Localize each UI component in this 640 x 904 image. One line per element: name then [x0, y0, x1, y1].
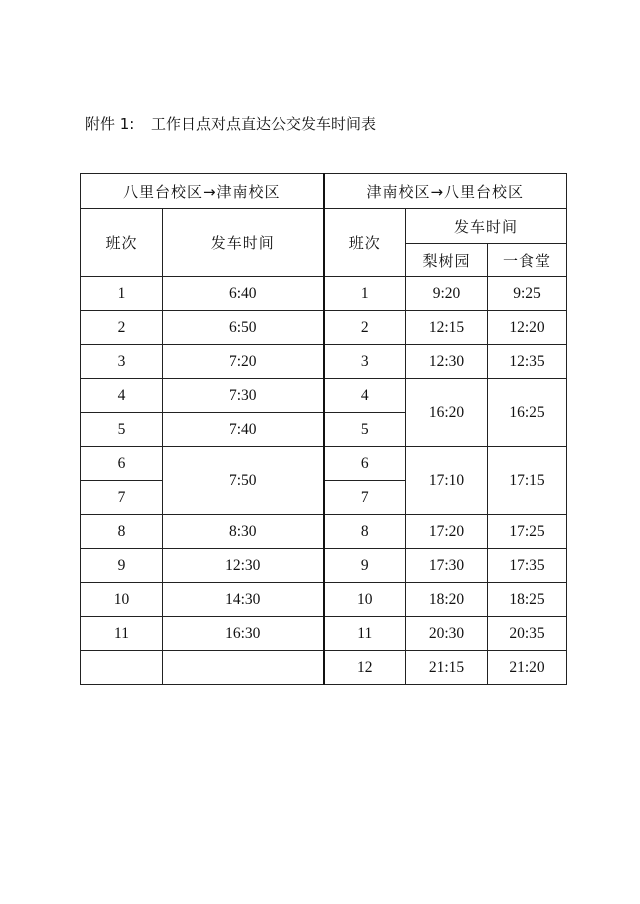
attachment-label: 附件 1: [85, 115, 135, 133]
lishuyuan-time: 12:30 [406, 345, 488, 379]
left-trip-number: 10 [81, 583, 163, 617]
left-departure-time: 7:40 [163, 413, 324, 447]
left-empty-cell [81, 651, 163, 685]
left-departure-time: 7:30 [163, 379, 324, 413]
left-departure-time: 12:30 [163, 549, 324, 583]
timetable-title: 工作日点对点直达公交发车时间表 [151, 115, 377, 133]
right-trip-number: 12 [324, 651, 406, 685]
right-trip-number: 10 [324, 583, 406, 617]
left-departure-time: 14:30 [163, 583, 324, 617]
yishitang-time: 9:25 [488, 277, 567, 311]
yishitang-time: 12:20 [488, 311, 567, 345]
right-trip-number: 11 [324, 617, 406, 651]
right-trip-number: 6 [324, 447, 406, 481]
yishitang-time: 21:20 [488, 651, 567, 685]
lishuyuan-time: 17:20 [406, 515, 488, 549]
lishuyuan-time: 17:30 [406, 549, 488, 583]
table-row [81, 515, 567, 549]
left-departure-time: 7:20 [163, 345, 324, 379]
stop-header-lishuyuan: 梨树园 [406, 244, 488, 277]
left-time-header: 发车时间 [163, 209, 324, 277]
yishitang-time: 20:35 [488, 617, 567, 651]
right-time-header: 发车时间 [406, 209, 567, 244]
left-trip-number: 6 [81, 447, 163, 481]
left-trip-number: 1 [81, 277, 163, 311]
table-row [81, 583, 567, 617]
lishuyuan-time: 20:30 [406, 617, 488, 651]
yishitang-time: 17:15 [488, 447, 567, 515]
lishuyuan-time: 9:20 [406, 277, 488, 311]
right-route-header: 津南校区→八里台校区 [324, 174, 567, 209]
left-departure-time: 7:50 [163, 447, 324, 515]
left-trip-number: 8 [81, 515, 163, 549]
table-row [81, 617, 567, 651]
left-route-header: 八里台校区→津南校区 [81, 174, 324, 209]
table-row [81, 345, 567, 379]
bus-timetable [80, 173, 567, 685]
right-trip-number: 7 [324, 481, 406, 515]
route-header-row [81, 174, 567, 209]
right-trip-number: 1 [324, 277, 406, 311]
stop-header-yishitang: 一食堂 [488, 244, 567, 277]
left-departure-time: 6:40 [163, 277, 324, 311]
right-number-header: 班次 [324, 209, 406, 277]
left-trip-number: 5 [81, 413, 163, 447]
table-row [81, 549, 567, 583]
left-trip-number: 9 [81, 549, 163, 583]
yishitang-time: 17:25 [488, 515, 567, 549]
right-trip-number: 5 [324, 413, 406, 447]
left-departure-time: 8:30 [163, 515, 324, 549]
table-row [81, 277, 567, 311]
right-trip-number: 9 [324, 549, 406, 583]
table-row [81, 379, 567, 413]
left-number-header: 班次 [81, 209, 163, 277]
yishitang-time: 18:25 [488, 583, 567, 617]
lishuyuan-time: 21:15 [406, 651, 488, 685]
column-header-row [81, 209, 567, 244]
lishuyuan-time: 16:20 [406, 379, 488, 447]
left-departure-time: 6:50 [163, 311, 324, 345]
right-trip-number: 2 [324, 311, 406, 345]
table-row [81, 311, 567, 345]
yishitang-time: 17:35 [488, 549, 567, 583]
right-trip-number: 8 [324, 515, 406, 549]
left-trip-number: 7 [81, 481, 163, 515]
right-trip-number: 3 [324, 345, 406, 379]
table-row [81, 447, 567, 481]
left-departure-time: 16:30 [163, 617, 324, 651]
left-trip-number: 11 [81, 617, 163, 651]
left-trip-number: 3 [81, 345, 163, 379]
document-title [85, 114, 376, 134]
lishuyuan-time: 18:20 [406, 583, 488, 617]
left-empty-cell [163, 651, 324, 685]
table-row [81, 651, 567, 685]
lishuyuan-time: 17:10 [406, 447, 488, 515]
lishuyuan-time: 12:15 [406, 311, 488, 345]
right-trip-number: 4 [324, 379, 406, 413]
left-trip-number: 2 [81, 311, 163, 345]
left-trip-number: 4 [81, 379, 163, 413]
yishitang-time: 16:25 [488, 379, 567, 447]
yishitang-time: 12:35 [488, 345, 567, 379]
